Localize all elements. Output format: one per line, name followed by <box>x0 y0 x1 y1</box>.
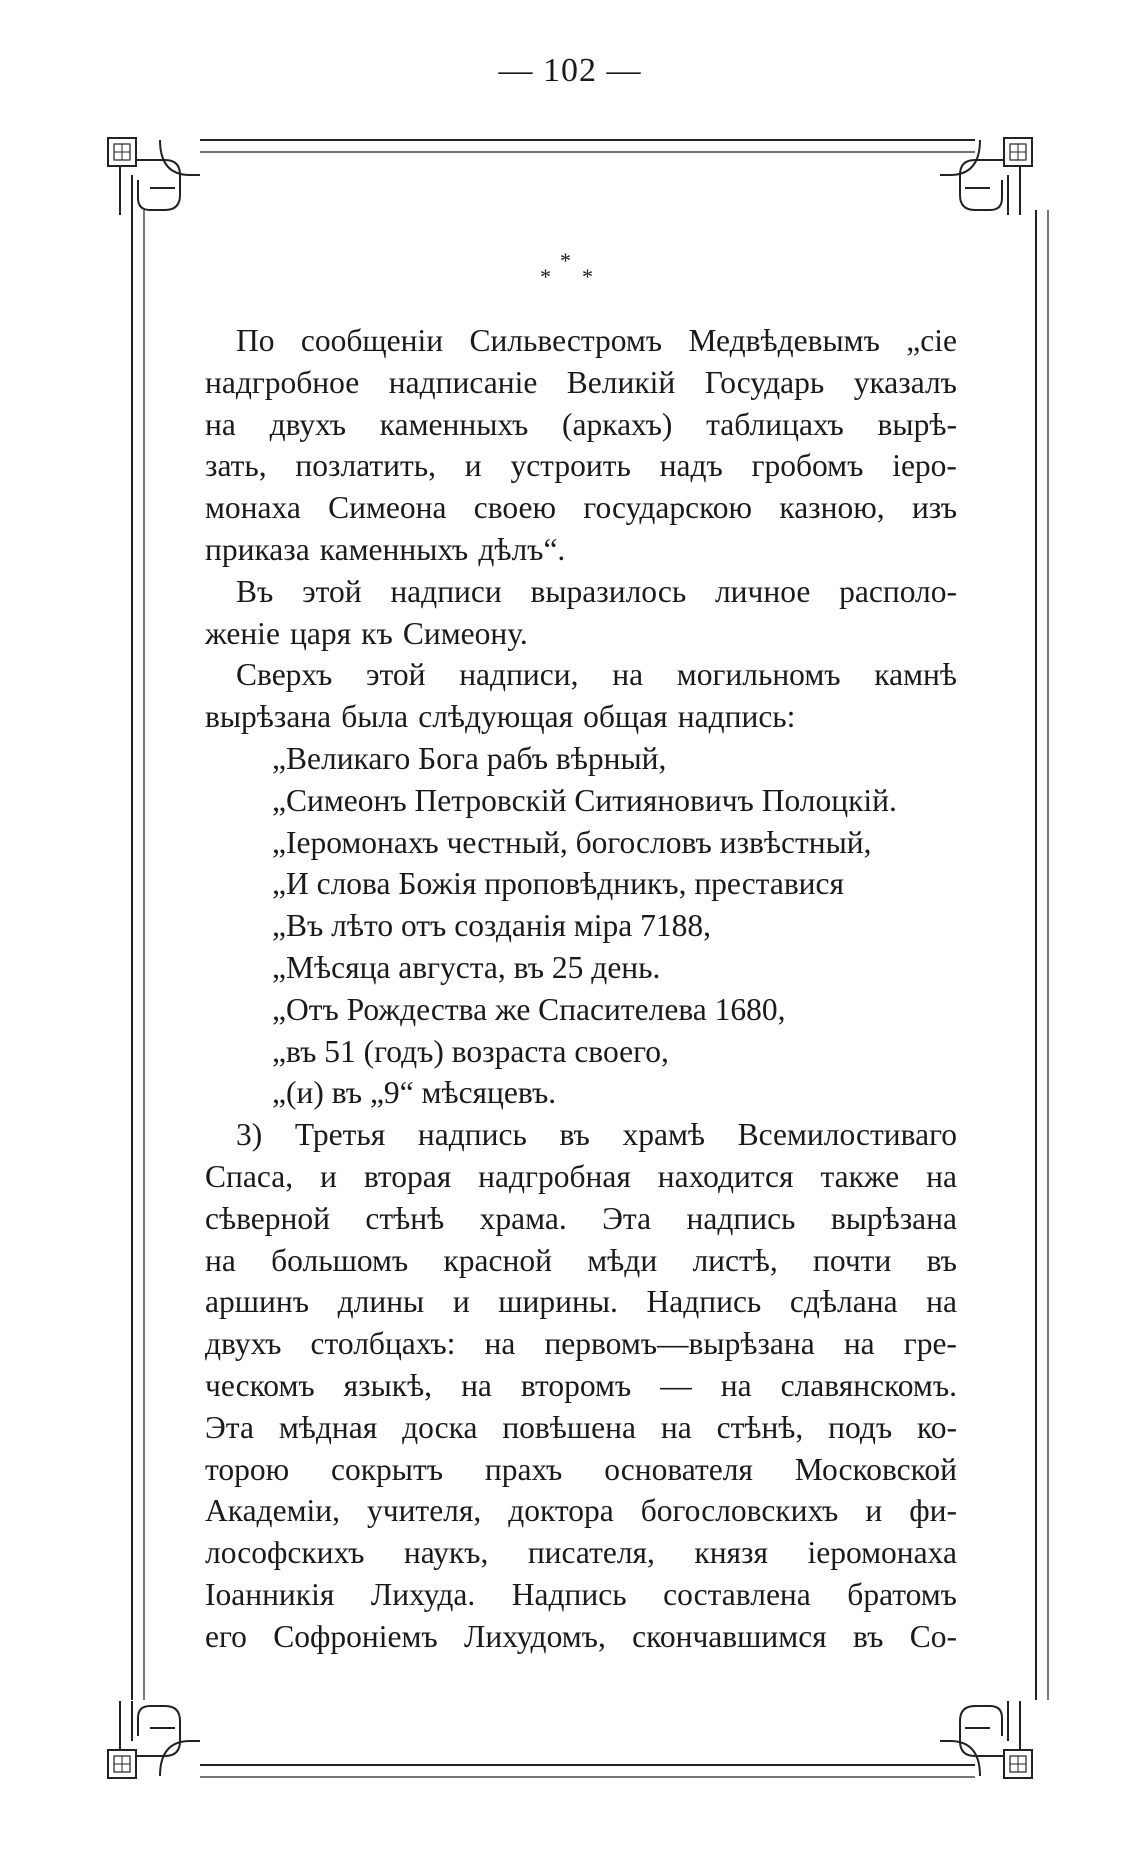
text-line: вырѣзана была слѣдующая общая надпись: <box>205 699 796 735</box>
text-line: Спаса, и вторая надгробная находится также на <box>205 1158 957 1194</box>
inscription-line: „Въ лѣто отъ созданія міра 7188, <box>272 908 711 944</box>
page-number: — 102 — <box>498 52 642 89</box>
text-line: приказа каменныхъ дѣлъ“. <box>205 531 566 567</box>
text-line: зать, позлатить, и устроить надъ гробомъ іеро- <box>205 448 957 484</box>
text-line: Сверхъ этой надписи, на могильномъ камнѣ <box>236 657 957 693</box>
text-line: Эта мѣдная доска повѣшена на стѣнѣ, подъ ко- <box>205 1409 957 1445</box>
text-line: лософскихъ наукъ, писателя, князя іеромонаха <box>205 1535 957 1571</box>
text-line: ческомъ языкѣ, на второмъ — на славянскомъ. <box>205 1367 957 1403</box>
body-text <box>205 320 957 1658</box>
text-line: Іоанникія Лихуда. Надпись составлена братомъ <box>205 1576 957 1612</box>
text-line: сѣверной стѣнѣ храма. Эта надпись вырѣзана <box>205 1200 957 1236</box>
corner-ornament-bottom-left <box>108 1701 200 1778</box>
inscription <box>205 738 957 1114</box>
text-line: Академіи, учителя, доктора богословскихъ и фи- <box>205 1493 957 1529</box>
inscription-line: „И слова Божія проповѣдникъ, преставися <box>272 866 845 902</box>
inscription-line: „въ 51 (годъ) возраста своего, <box>272 1033 669 1069</box>
text-line: на двухъ каменныхъ (аркахъ) таблицахъ вырѣ- <box>205 406 957 442</box>
text-line: его Софроніемъ Лихудомъ, скончавшимся въ Со- <box>205 1618 957 1654</box>
paragraph-2 <box>205 571 957 655</box>
corner-ornament-top-left <box>108 138 200 215</box>
asterism: * * * <box>540 248 593 289</box>
paragraph-1 <box>205 320 957 571</box>
text-line: аршинъ длины и ширины. Надпись сдѣлана на <box>205 1284 957 1320</box>
inscription-line: „(и) въ „9“ мѣсяцевъ. <box>272 1075 557 1111</box>
paragraph-3 <box>205 654 957 738</box>
text-line: надгробное надписаніе Великій Государь указалъ <box>205 364 957 400</box>
text-line: торою сокрытъ прахъ основателя Московской <box>205 1451 957 1487</box>
inscription-line: „Іеромонахъ честный, богословъ извѣстный, <box>272 824 872 860</box>
text-line: По сообщеніи Сильвестромъ Медвѣдевымъ „сіе <box>236 323 957 358</box>
text-line: на большомъ красной мѣди листѣ, почти въ <box>205 1242 957 1278</box>
text-line: женіе царя къ Симеону. <box>205 615 528 651</box>
inscription-line: „Мѣсяца августа, въ 25 день. <box>272 949 661 985</box>
inscription-line: „Симеонъ Петровскій Ситияновичъ Полоцкій. <box>272 782 897 818</box>
paragraph-4 <box>205 1114 957 1657</box>
text-line: 3) Третья надпись въ храмѣ Всемилостиваго <box>236 1117 957 1153</box>
corner-ornament-top-right <box>940 138 1032 215</box>
inscription-line: „Великаго Бога рабъ вѣрный, <box>272 740 667 776</box>
text-line: монаха Симеона своею государскою казною, изъ <box>205 490 957 526</box>
text-line: Въ этой надписи выразилось личное располо- <box>236 573 957 609</box>
corner-ornament-bottom-right <box>940 1701 1032 1778</box>
inscription-line: „Отъ Рождества же Спасителева 1680, <box>272 991 786 1027</box>
text-line: двухъ столбцахъ: на первомъ—вырѣзана на гре- <box>205 1326 957 1362</box>
